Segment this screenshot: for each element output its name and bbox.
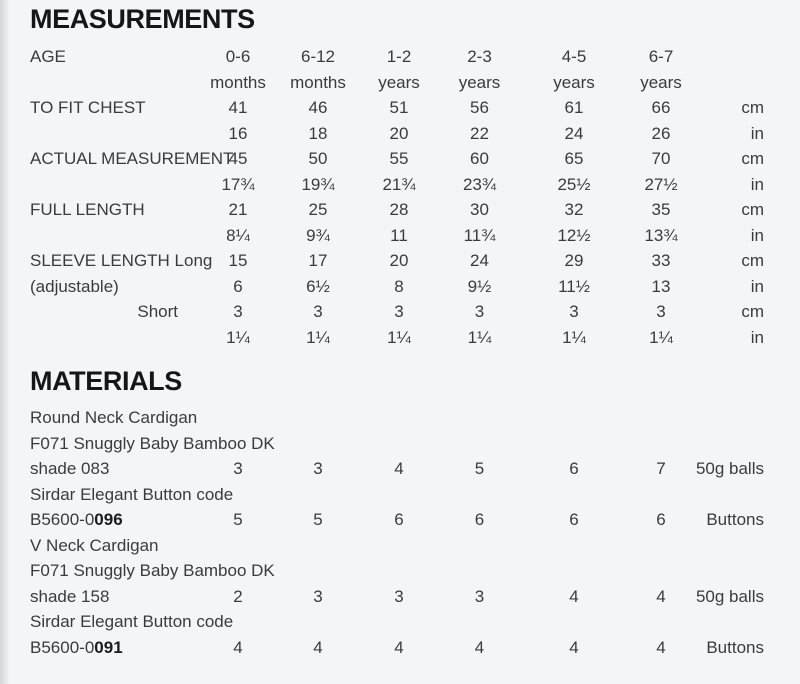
age-col-range: 6-12 xyxy=(300,47,336,66)
chest-in-value: 18 xyxy=(308,123,328,143)
short-in-value: 1¼ xyxy=(387,327,411,347)
actual-in-value: 23¾ xyxy=(462,174,497,194)
actual-cm-value: 50 xyxy=(308,149,328,168)
sleeve-cm-value: 24 xyxy=(470,251,489,270)
yarn-qty-value: 3 xyxy=(394,586,404,606)
short-cm-value: 3 xyxy=(474,302,485,321)
material-yarn-line: F071 Snuggly Baby Bamboo DK xyxy=(30,561,275,580)
length-cm-value: 35 xyxy=(651,200,671,219)
chest-cm-value: 56 xyxy=(470,98,489,117)
row-sublabel xyxy=(30,325,198,351)
short-cm-value: 3 xyxy=(313,302,323,321)
unit-in-label: in xyxy=(750,327,764,347)
button-unit-label: Buttons xyxy=(706,510,764,529)
sleeve-in-value: 6½ xyxy=(306,276,330,296)
sleeve-cm-value: 17 xyxy=(308,251,328,270)
age-col-period: years xyxy=(553,72,595,92)
age-col-period: years xyxy=(458,72,501,92)
yarn-qty-value: 4 xyxy=(394,459,404,478)
short-cm-value: 3 xyxy=(233,302,243,321)
length-cm-value: 30 xyxy=(470,200,489,219)
button-code-bold: 091 xyxy=(94,637,123,657)
short-in-value: 1¼ xyxy=(306,327,330,347)
age-col-range: 6-7 xyxy=(648,47,674,66)
button-qty-value: 4 xyxy=(394,637,404,657)
short-cm-value: 3 xyxy=(394,302,404,321)
row-label-to-fit-chest: TO FIT CHEST xyxy=(30,98,146,117)
yarn-qty-value: 3 xyxy=(474,586,485,606)
actual-in-value: 25½ xyxy=(557,174,591,194)
row-label-actual-measurement: ACTUAL MEASUREMENT xyxy=(30,149,234,168)
unit-cm-label: cm xyxy=(741,200,764,219)
length-in-value: 8¼ xyxy=(226,225,250,245)
chest-in-value: 16 xyxy=(228,123,248,143)
material-garment-name: V Neck Cardigan xyxy=(30,535,159,555)
age-col-period: months xyxy=(290,72,346,92)
actual-cm-value: 55 xyxy=(389,149,409,168)
sleeve-in-value: 11½ xyxy=(558,276,590,296)
yarn-qty-value: 5 xyxy=(474,459,485,478)
row-sublabel xyxy=(30,172,198,198)
button-code-prefix: B5600-0 xyxy=(30,637,95,657)
button-code xyxy=(30,635,198,661)
length-cm-value: 25 xyxy=(308,200,328,219)
actual-in-value: 21¾ xyxy=(382,174,416,194)
row-sublabel-adjustable: (adjustable) xyxy=(30,276,119,296)
length-in-value: 12½ xyxy=(557,225,591,245)
button-qty-value: 4 xyxy=(233,637,243,657)
unit-in-label: in xyxy=(750,174,764,194)
materials-table xyxy=(30,405,800,660)
sleeve-cm-value: 20 xyxy=(389,251,409,270)
yarn-qty-value: 2 xyxy=(233,586,243,606)
length-cm-value: 28 xyxy=(389,200,409,219)
material-shade-label: shade 083 xyxy=(30,459,110,478)
length-in-value: 11 xyxy=(390,225,408,245)
short-in-value: 1¼ xyxy=(649,327,673,347)
length-in-value: 13¾ xyxy=(644,225,678,245)
actual-in-value: 27½ xyxy=(644,174,678,194)
length-cm-value: 21 xyxy=(228,200,248,219)
sleeve-cm-value: 33 xyxy=(651,251,671,270)
material-garment-name: Round Neck Cardigan xyxy=(30,408,198,427)
button-qty-value: 4 xyxy=(656,637,666,657)
button-qty-value: 5 xyxy=(313,510,323,529)
row-label-sleeve-length-long: SLEEVE LENGTH Long xyxy=(30,251,213,270)
chest-in-value: 24 xyxy=(564,123,584,143)
button-qty-value: 5 xyxy=(233,510,243,529)
short-cm-value: 3 xyxy=(656,302,666,321)
material-button-line: Sirdar Elegant Button code xyxy=(30,484,234,504)
unit-spacer xyxy=(693,70,800,96)
age-col-period: years xyxy=(378,72,420,92)
chest-in-value: 20 xyxy=(389,123,409,143)
row-label-sleeve-short: Short xyxy=(137,302,178,321)
yarn-qty-value: 3 xyxy=(233,459,243,478)
actual-cm-value: 65 xyxy=(564,149,584,168)
length-in-value: 9¾ xyxy=(306,225,330,245)
material-yarn-line: F071 Snuggly Baby Bamboo DK xyxy=(30,433,275,453)
button-code-bold: 096 xyxy=(94,510,123,529)
age-col-range: 2-3 xyxy=(467,47,492,66)
yarn-qty-value: 4 xyxy=(656,586,666,606)
yarn-qty-value: 4 xyxy=(569,586,579,606)
actual-cm-value: 70 xyxy=(651,149,671,168)
material-shade-label: shade 158 xyxy=(30,586,110,606)
unit-cm-label: cm xyxy=(741,98,764,117)
row-sublabel xyxy=(30,121,198,147)
length-cm-value: 32 xyxy=(564,200,584,219)
chest-cm-value: 51 xyxy=(389,98,409,117)
button-qty-value: 6 xyxy=(474,510,485,529)
measurements-table xyxy=(30,44,800,350)
measurements-heading: MEASUREMENTS xyxy=(30,4,255,34)
row-label-full-length: FULL LENGTH xyxy=(30,200,145,219)
age-label-spacer xyxy=(30,70,198,96)
chest-in-value: 26 xyxy=(651,123,671,143)
yarn-qty-value: 7 xyxy=(656,459,666,478)
sleeve-in-value: 9½ xyxy=(467,276,492,296)
age-col-period: years xyxy=(640,72,682,92)
unit-in-label: in xyxy=(750,225,764,245)
row-sublabel xyxy=(30,223,198,249)
button-code-prefix: B5600-0 xyxy=(30,510,95,529)
yarn-unit-label: 50g balls xyxy=(695,459,764,478)
sleeve-in-value: 8 xyxy=(394,276,404,296)
actual-cm-value: 60 xyxy=(470,149,489,168)
chest-cm-value: 41 xyxy=(228,98,248,117)
button-qty-value: 4 xyxy=(474,637,485,657)
chest-in-value: 22 xyxy=(470,123,489,143)
sleeve-in-value: 13 xyxy=(651,276,671,296)
button-qty-value: 4 xyxy=(313,637,323,657)
unit-spacer xyxy=(693,44,800,70)
button-code xyxy=(30,507,198,533)
unit-cm-label: cm xyxy=(741,302,764,321)
materials-heading: MATERIALS xyxy=(30,366,182,396)
unit-in-label: in xyxy=(750,276,764,296)
age-col-range: 0-6 xyxy=(225,47,251,66)
short-cm-value: 3 xyxy=(569,302,579,321)
length-in-value: 11¾ xyxy=(463,225,496,245)
yarn-unit-label: 50g balls xyxy=(695,586,764,606)
chest-cm-value: 66 xyxy=(651,98,671,117)
chest-cm-value: 46 xyxy=(308,98,328,117)
age-col-range: 1-2 xyxy=(386,47,412,66)
button-unit-label: Buttons xyxy=(706,637,764,657)
yarn-qty-value: 6 xyxy=(569,459,579,478)
sleeve-in-value: 6 xyxy=(233,276,243,296)
material-button-line: Sirdar Elegant Button code xyxy=(30,612,234,631)
yarn-qty-value: 3 xyxy=(313,586,323,606)
short-in-value: 1¼ xyxy=(226,327,250,347)
age-col-range: 4-5 xyxy=(561,47,587,66)
short-in-value: 1¼ xyxy=(467,327,492,347)
sleeve-cm-value: 29 xyxy=(564,251,584,270)
unit-in-label: in xyxy=(750,123,764,143)
button-qty-value: 6 xyxy=(394,510,404,529)
button-qty-value: 4 xyxy=(569,637,579,657)
sleeve-cm-value: 15 xyxy=(228,251,248,270)
actual-in-value: 17¾ xyxy=(221,174,255,194)
age-col-period: months xyxy=(210,72,266,92)
actual-in-value: 19¾ xyxy=(301,174,335,194)
age-label: AGE xyxy=(30,47,66,66)
short-in-value: 1¼ xyxy=(562,327,586,347)
actual-cm-value: 45 xyxy=(228,149,248,168)
unit-cm-label: cm xyxy=(741,149,764,168)
unit-cm-label: cm xyxy=(741,251,764,270)
button-qty-value: 6 xyxy=(569,510,579,529)
button-qty-value: 6 xyxy=(656,510,666,529)
yarn-qty-value: 3 xyxy=(313,459,323,478)
chest-cm-value: 61 xyxy=(564,98,584,117)
